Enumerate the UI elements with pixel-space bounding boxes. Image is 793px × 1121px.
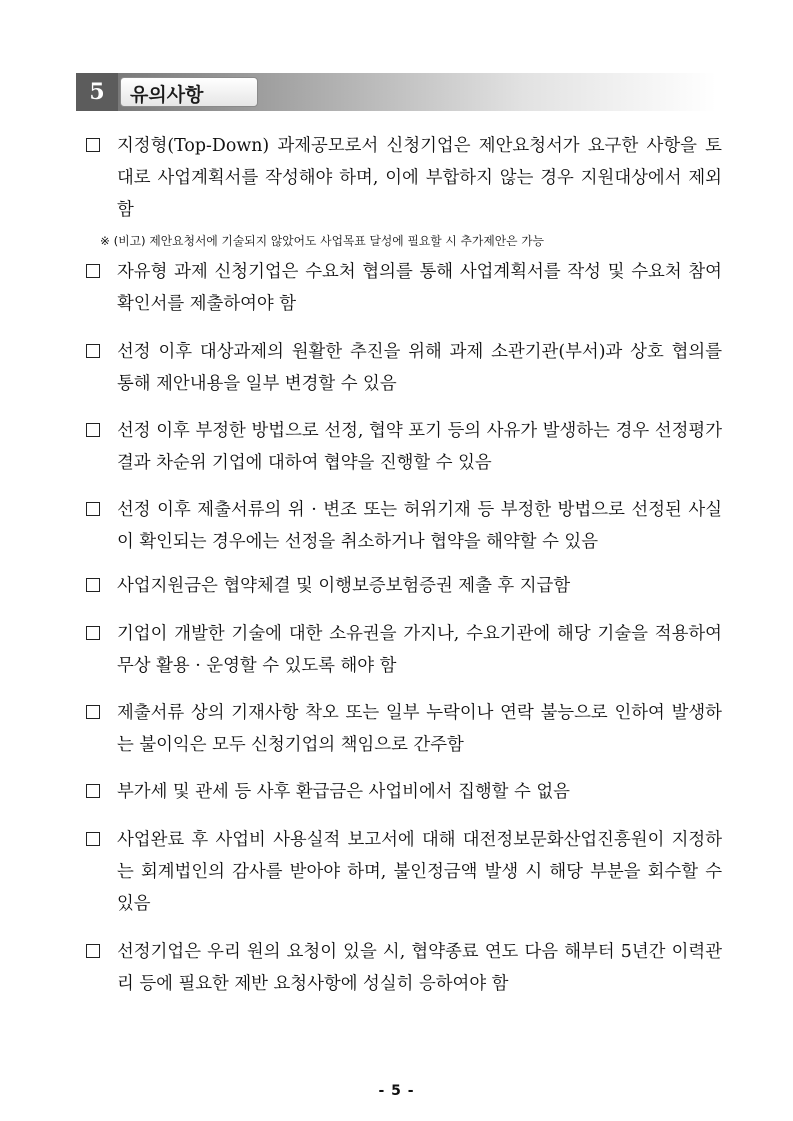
checkbox-square-icon — [86, 264, 100, 278]
notice-item-text: 사업완료 후 사업비 사용실적 보고서에 대해 대전정보문화산업진흥원이 지정하는 회계법인의 감사를 받아야 하며, 불인정금액 발생 시 해당 부분을 회수할 수 있음 — [117, 830, 722, 914]
notice-item — [86, 776, 722, 808]
notice-item — [86, 494, 722, 558]
section-number: 5 — [76, 73, 118, 111]
section-header — [76, 73, 716, 111]
checkbox-square-icon — [86, 784, 100, 798]
notice-item-text: 부가세 및 관세 등 사후 환급금은 사업비에서 집행할 수 없음 — [117, 782, 570, 802]
notice-item-text: 선정 이후 제출서류의 위 · 변조 또는 허위기재 등 부정한 방법으로 선정된 사실이 확인되는 경우에는 선정을 취소하거나 협약을 해약할 수 있음 — [117, 500, 722, 552]
checkbox-square-icon — [86, 832, 100, 846]
notice-item — [86, 824, 722, 920]
notice-item — [86, 336, 722, 400]
notice-item — [86, 256, 722, 320]
notice-item-text: 지정형(Top-Down) 과제공모로서 신청기업은 제안요청서가 요구한 사항을 토대로 사업계획서를 작성해야 하며, 이에 부합하지 않는 경우 지원대상에서 제외함 — [117, 136, 722, 220]
checkbox-square-icon — [86, 138, 100, 152]
notice-item — [86, 936, 722, 1000]
section-title: 유의사항 — [130, 84, 204, 106]
notice-item-text: 자유형 과제 신청기업은 수요처 협의를 통해 사업계획서를 작성 및 수요처 참여 확인서를 제출하여야 함 — [117, 262, 722, 314]
page-number: - 5 - — [378, 1083, 415, 1099]
notice-item — [86, 130, 722, 226]
notice-item — [86, 618, 722, 682]
checkbox-square-icon — [86, 502, 100, 516]
notice-item-text: 사업지원금은 협약체결 및 이행보증보험증권 제출 후 지급함 — [117, 576, 571, 596]
notice-item-text: 선정 이후 부정한 방법으로 선정, 협약 포기 등의 사유가 발생하는 경우 선정평가결과 차순위 기업에 대하여 협약을 진행할 수 있음 — [117, 421, 722, 473]
notice-item — [86, 415, 722, 479]
checkbox-square-icon — [86, 626, 100, 640]
section-title-box — [120, 77, 258, 107]
notice-item-text: 선정 이후 대상과제의 원활한 추진을 위해 과제 소관기관(부서)과 상호 협의를 통해 제안내용을 일부 변경할 수 있음 — [117, 342, 722, 394]
notice-item — [86, 697, 722, 761]
checkbox-square-icon — [86, 578, 100, 592]
checkbox-square-icon — [86, 705, 100, 719]
checkbox-square-icon — [86, 423, 100, 437]
checkbox-square-icon — [86, 344, 100, 358]
notice-item-text: 선정기업은 우리 원의 요청이 있을 시, 협약종료 연도 다음 해부터 5년간 이력관리 등에 필요한 제반 요청사항에 성실히 응하여야 함 — [117, 942, 722, 994]
notice-item — [86, 570, 722, 602]
checkbox-square-icon — [86, 944, 100, 958]
notice-item-text: 기업이 개발한 기술에 대한 소유권을 가지나, 수요기관에 해당 기술을 적용하여 무상 활용 · 운영할 수 있도록 해야 함 — [117, 624, 722, 676]
notice-item-text: 제출서류 상의 기재사항 착오 또는 일부 누락이나 연락 불능으로 인하여 발생하는 불이익은 모두 신청기업의 책임으로 간주함 — [117, 703, 722, 755]
remark-note: ※ (비고) 제안요청서에 기술되지 않았어도 사업목표 달성에 필요할 시 추가제안은 가능 — [100, 234, 545, 248]
